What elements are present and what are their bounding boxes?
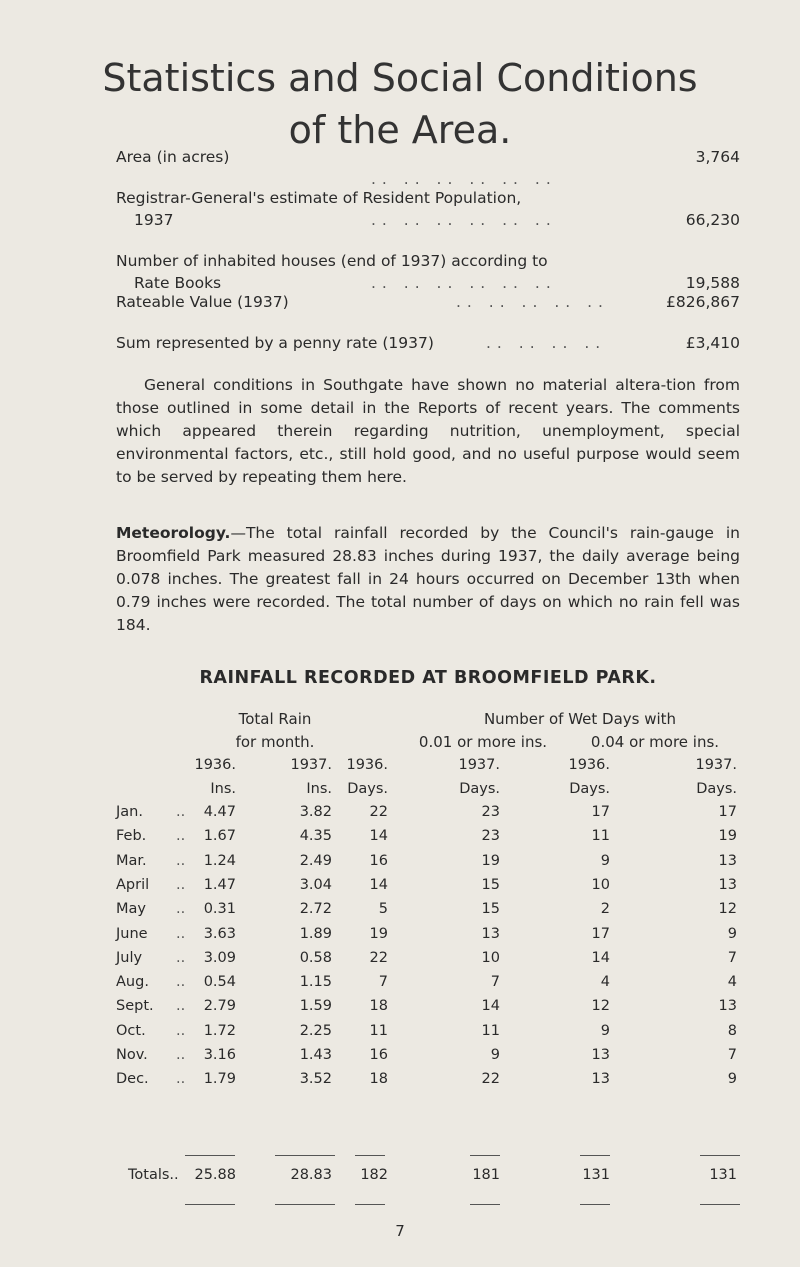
table-cell: 14: [369, 876, 388, 893]
table-cell: 9: [727, 1071, 737, 1088]
header-year: 1937.: [695, 757, 737, 773]
table-cell: 0.54: [203, 974, 236, 991]
header-unit: Days.: [696, 781, 737, 797]
row-month: [116, 1022, 186, 1039]
table-cell: 3.16: [203, 1047, 236, 1063]
stat-houses: [116, 250, 740, 294]
rule: [355, 1204, 385, 1205]
stat-value: 19,588: [685, 274, 740, 292]
header-unit: Ins.: [210, 781, 236, 797]
rule: [700, 1155, 740, 1156]
header-unit: Ins.: [306, 781, 332, 797]
leader-dots: ..: [176, 852, 186, 869]
leader-dots: ..: [176, 925, 186, 942]
table-cell: 1.43: [299, 1047, 332, 1063]
table-cell: 18: [369, 1071, 388, 1088]
stat-value: £3,410: [685, 334, 740, 352]
rainfall-table-title: RAINFALL RECORDED AT BROOMFIELD PARK.: [199, 668, 657, 688]
table-cell: 2.79: [203, 998, 236, 1015]
table-cell: 17: [718, 804, 737, 820]
table-cell: 14: [591, 949, 610, 966]
row-month: [116, 828, 186, 845]
table-cell: 15: [481, 876, 500, 893]
rule: [700, 1204, 740, 1205]
leader-dots: ..: [176, 1071, 186, 1088]
month-label: Aug.: [116, 974, 149, 991]
row-totals: [128, 1167, 179, 1183]
table-cell: 4: [727, 974, 737, 991]
leader-dots: .. .. .. .. .. ..: [371, 211, 557, 229]
rule: [580, 1155, 610, 1156]
table-cell: 3.52: [299, 1071, 332, 1088]
month-label: Dec.: [116, 1071, 149, 1088]
page-title-line-1: Statistics and Social Conditions: [102, 56, 698, 100]
month-label: Mar.: [116, 852, 147, 869]
row-month: [116, 901, 186, 918]
table-cell: 0.31: [203, 901, 236, 918]
table-cell: 11: [481, 1022, 500, 1039]
leader-dots: ..: [176, 901, 186, 918]
totals-cell: 131: [582, 1167, 610, 1183]
table-cell: 7: [727, 949, 737, 966]
table-cell: 1.47: [203, 876, 236, 893]
month-label: Sept.: [116, 998, 154, 1015]
page-title-line-2: of the Area.: [288, 108, 512, 152]
stat-penny-rate: [116, 332, 740, 354]
rule: [275, 1204, 335, 1205]
leader-dots: .. .. .. .. ..: [456, 293, 609, 311]
stat-label: Number of inhabited houses (end of 1937) according to: [116, 252, 548, 270]
leader-dots: ..: [176, 1047, 186, 1063]
table-cell: 8: [727, 1022, 737, 1039]
table-cell: 14: [369, 828, 388, 845]
table-cell: 19: [369, 925, 388, 942]
header-year: 1936.: [346, 757, 388, 773]
header-year: 1936.: [194, 757, 236, 773]
table-cell: 12: [591, 998, 610, 1015]
totals-cell: 28.83: [290, 1167, 332, 1183]
table-cell: 13: [718, 852, 737, 869]
table-cell: 2: [600, 901, 610, 918]
table-cell: 1.59: [299, 998, 332, 1015]
stat-value: 66,230: [685, 211, 740, 229]
totals-cell: 131: [709, 1167, 737, 1183]
row-month: [116, 804, 186, 820]
table-cell: 1.24: [203, 852, 236, 869]
stat-label: Sum represented by a penny rate (1937): [116, 334, 434, 352]
table-cell: 7: [727, 1047, 737, 1063]
leader-dots: ..: [176, 804, 186, 820]
stat-value: £826,867: [666, 293, 740, 311]
table-cell: 9: [490, 1047, 500, 1063]
general-conditions-paragraph: General conditions in Southgate have shown no material altera-tion from those outlined in some detail in the Reports of recent years. The comments which appeared therein regarding nutrition, unemployment, special environmental factors, etc., still hold good, and no useful purpose would seem to be served by repeating them here.: [116, 376, 740, 486]
meteorology-text: —The total rainfall recorded by the Council's rain-gauge in Broomfield Park measured 28.83 inches during 1937, the daily average being 0.078 inches. The greatest fall in 24 hours occurred on December 13th when 0.79 inches were recorded. The total number of days on which no rain fell was 184.: [116, 524, 740, 634]
stat-label: Registrar-General's estimate of Resident Population,: [116, 189, 522, 207]
rule: [355, 1155, 385, 1156]
totals-cell: 25.88: [194, 1167, 236, 1183]
rule: [580, 1204, 610, 1205]
table-cell: 10: [591, 876, 610, 893]
stat-rateable-value: [116, 291, 740, 313]
table-cell: 16: [369, 1047, 388, 1063]
month-label: Feb.: [116, 828, 147, 845]
table-cell: 22: [369, 949, 388, 966]
meteorology-heading: Meteorology.: [116, 524, 231, 542]
leader-dots: ..: [176, 876, 186, 893]
table-cell: 13: [591, 1071, 610, 1088]
month-label: April: [116, 876, 150, 893]
rule: [470, 1204, 500, 1205]
header-total-rain: Total Rain: [238, 710, 312, 728]
row-month: [116, 974, 186, 991]
table-cell: 10: [481, 949, 500, 966]
header-year: 1937.: [458, 757, 500, 773]
table-cell: 22: [481, 1071, 500, 1088]
table-cell: 13: [591, 1047, 610, 1063]
table-cell: 18: [369, 998, 388, 1015]
rule: [185, 1155, 235, 1156]
header-unit: Days.: [569, 781, 610, 797]
table-cell: 23: [481, 828, 500, 845]
table-cell: 23: [481, 804, 500, 820]
leader-dots: ..: [169, 1167, 179, 1183]
table-cell: 9: [727, 925, 737, 942]
header-004-ins: 0.04 or more ins.: [590, 733, 720, 751]
row-month: [116, 949, 186, 966]
header-year: 1936.: [568, 757, 610, 773]
table-cell: 1.89: [299, 925, 332, 942]
table-cell: 5: [378, 901, 388, 918]
table-cell: 1.72: [203, 1022, 236, 1039]
header-wet-days: Number of Wet Days with: [483, 710, 677, 728]
table-cell: 17: [591, 804, 610, 820]
header-year: 1937.: [290, 757, 332, 773]
table-cell: 19: [718, 828, 737, 845]
meteorology-paragraph: [116, 522, 740, 637]
table-cell: 2.72: [299, 901, 332, 918]
table-cell: 9: [600, 852, 610, 869]
month-label: June: [116, 925, 148, 942]
table-cell: 15: [481, 901, 500, 918]
stat-population: [116, 187, 740, 231]
header-unit: Days.: [347, 781, 388, 797]
leader-dots: ..: [176, 1022, 186, 1039]
stat-label: Area (in acres): [116, 148, 230, 166]
month-label: Oct.: [116, 1022, 146, 1039]
leader-dots: ..: [176, 974, 186, 991]
stat-label-cont: 1937: [134, 211, 174, 229]
totals-cell: 182: [360, 1167, 388, 1183]
rule: [275, 1155, 335, 1156]
table-cell: 13: [718, 998, 737, 1015]
header-001-ins: 0.01 or more ins.: [418, 733, 548, 751]
table-cell: 11: [369, 1022, 388, 1039]
leader-dots: .. .. .. .. .. ..: [371, 170, 557, 188]
page-number: 7: [395, 1222, 405, 1240]
table-cell: 3.82: [299, 804, 332, 820]
table-cell: 7: [490, 974, 500, 991]
stat-label: Rateable Value (1937): [116, 293, 289, 311]
month-label: May: [116, 901, 146, 918]
row-month: [116, 1047, 186, 1063]
table-cell: 0.58: [299, 949, 332, 966]
table-cell: 19: [481, 852, 500, 869]
table-cell: 13: [718, 876, 737, 893]
header-for-month: for month.: [235, 733, 315, 751]
table-cell: 4.35: [299, 828, 332, 845]
table-cell: 9: [600, 1022, 610, 1039]
leader-dots: .. .. .. ..: [486, 334, 607, 352]
table-cell: 16: [369, 852, 388, 869]
leader-dots: .. .. .. .. .. ..: [371, 274, 557, 292]
stat-value: 3,764: [695, 148, 740, 166]
table-cell: 7: [378, 974, 388, 991]
stat-label-cont: Rate Books: [134, 274, 222, 292]
stat-area: [116, 146, 740, 188]
table-cell: 4: [600, 974, 610, 991]
table-cell: 13: [481, 925, 500, 942]
rule: [470, 1155, 500, 1156]
header-unit: Days.: [459, 781, 500, 797]
rule: [185, 1204, 235, 1205]
table-cell: 4.47: [203, 804, 236, 820]
table-cell: 17: [591, 925, 610, 942]
month-label: July: [116, 949, 143, 966]
totals-cell: 181: [472, 1167, 500, 1183]
row-month: [116, 998, 186, 1015]
leader-dots: ..: [176, 828, 186, 845]
leader-dots: ..: [176, 998, 186, 1015]
row-month: [116, 1071, 186, 1088]
month-label: Jan.: [116, 804, 143, 820]
row-month: [116, 876, 186, 893]
month-label: Nov.: [116, 1047, 148, 1063]
table-cell: 2.25: [299, 1022, 332, 1039]
table-cell: 3.63: [203, 925, 236, 942]
table-cell: 22: [369, 804, 388, 820]
table-cell: 1.15: [299, 974, 332, 991]
table-cell: 3.09: [203, 949, 236, 966]
row-month: [116, 925, 186, 942]
table-cell: 1.79: [203, 1071, 236, 1088]
totals-label: Totals: [128, 1167, 170, 1183]
table-cell: 11: [591, 828, 610, 845]
table-cell: 1.67: [203, 828, 236, 845]
table-cell: 2.49: [299, 852, 332, 869]
row-month: [116, 852, 186, 869]
table-cell: 3.04: [299, 876, 332, 893]
leader-dots: ..: [176, 949, 186, 966]
table-cell: 14: [481, 998, 500, 1015]
table-cell: 12: [718, 901, 737, 918]
